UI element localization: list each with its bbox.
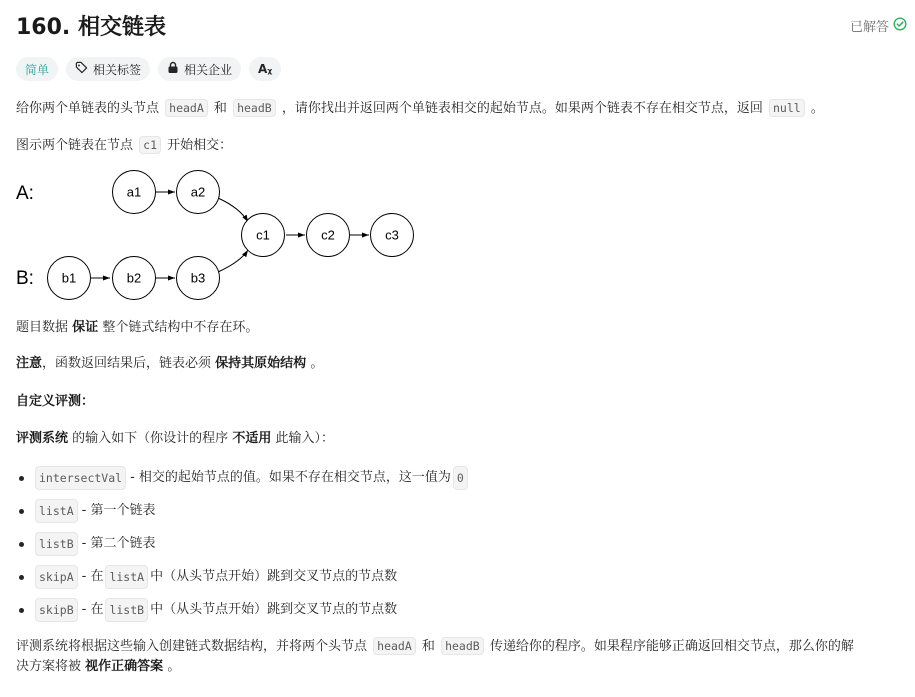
node-a2	[177, 171, 220, 214]
emphasis: 注意	[16, 356, 43, 371]
edge-b3-c1	[218, 250, 248, 272]
diagram-caption	[16, 135, 232, 156]
code-intersectVal: intersectVal	[35, 466, 126, 490]
text: 决方案将被	[16, 659, 82, 674]
node-label: c2	[321, 227, 335, 243]
lock-icon	[167, 61, 179, 77]
code-headB: headB	[441, 637, 484, 655]
heading: 自定义评测：	[16, 394, 95, 409]
text: 整个链式结构中不存在环。	[102, 320, 259, 335]
text: 和	[421, 639, 435, 654]
text: 传递给你的程序。如果程序能够正确返回相交节点，那么你的解	[489, 639, 854, 654]
text: 评测系统将根据这些输入创建链式数据结构，并将两个头节点	[16, 639, 368, 654]
bullet-icon	[19, 509, 24, 514]
list-item	[16, 598, 397, 622]
node-c1	[242, 214, 285, 257]
text: 中（从头节点开始）跳到交叉节点的节点数	[150, 569, 398, 584]
text: 图示两个链表在节点	[16, 138, 134, 153]
emphasis: 保持其原始结构	[215, 356, 307, 371]
tag-icon	[75, 61, 88, 77]
bullet-icon	[19, 575, 24, 580]
node-label: b1	[61, 270, 77, 286]
code-c1: c1	[139, 136, 161, 154]
node-c2	[307, 214, 350, 257]
text: 。	[810, 101, 824, 116]
code-skipA: skipA	[35, 565, 78, 589]
problem-title: 160. 相交链表	[16, 15, 166, 40]
emphasis: 评测系统	[16, 431, 69, 446]
node-b1	[48, 257, 91, 300]
list-item	[16, 466, 470, 490]
code-listA: listA	[105, 565, 148, 589]
bullet-icon	[19, 608, 24, 613]
linked-list-diagram	[0, 160, 440, 310]
text: 的输入如下（你设计的程序	[72, 431, 229, 446]
emphasis: 视作正确答案	[85, 659, 164, 674]
text: 开始相交：	[167, 138, 233, 153]
text: - 在	[81, 602, 104, 617]
check-circle-icon	[893, 17, 907, 35]
text: - 在	[81, 569, 104, 584]
code-listB: listB	[105, 598, 148, 622]
node-b2	[113, 257, 156, 300]
list-a-label: A:	[16, 183, 34, 204]
closing-paragraph-line2	[16, 657, 180, 677]
emphasis: 保证	[72, 320, 99, 335]
related-tags-button[interactable]	[66, 57, 150, 81]
text: 此输入）：	[275, 431, 334, 446]
text: ，请你找出并返回两个单链表相交的起始节点。如果两个链表不存在相交节点，返回	[281, 101, 763, 116]
node-label: b2	[126, 270, 142, 286]
text: - 相交的起始节点的值。如果不存在相交节点，这一值为	[130, 470, 451, 485]
text: - 第二个链表	[81, 536, 156, 551]
node-b3	[177, 257, 220, 300]
translate-icon: Aᵪ	[258, 62, 273, 76]
text: 。	[310, 356, 324, 371]
code-listB: listB	[35, 532, 78, 556]
attention-note	[16, 354, 323, 374]
code-listA: listA	[35, 499, 78, 523]
list-item	[16, 499, 155, 523]
text: 题目数据	[16, 320, 69, 335]
solved-status	[850, 16, 907, 35]
text: 给你两个单链表的头节点	[16, 101, 160, 116]
text: - 第一个链表	[81, 503, 156, 518]
description-paragraph	[16, 98, 824, 119]
tag-bar	[16, 57, 281, 81]
translate-button[interactable]	[249, 57, 281, 81]
text: 和	[213, 101, 227, 116]
code-null: null	[769, 99, 805, 117]
node-a1	[113, 171, 156, 214]
code-zero: 0	[453, 466, 468, 490]
node-label: a1	[126, 184, 142, 200]
related-companies-button[interactable]	[158, 57, 241, 81]
code-skipB: skipB	[35, 598, 78, 622]
node-label: b3	[190, 270, 206, 286]
text: 。	[167, 659, 181, 674]
list-item	[16, 565, 397, 589]
list-b-label: B:	[16, 268, 34, 289]
solved-label: 已解答	[849, 20, 889, 35]
bullet-icon	[19, 542, 24, 547]
judge-intro	[16, 429, 334, 449]
node-label: a2	[190, 184, 206, 200]
node-label: c3	[385, 227, 399, 243]
emphasis: 不适用	[232, 431, 272, 446]
code-headA: headA	[373, 637, 416, 655]
related-companies-label: 相关企业	[184, 62, 233, 77]
difficulty-badge[interactable]: 简单	[16, 57, 58, 81]
related-tags-label: 相关标签	[93, 62, 142, 77]
closing-paragraph	[16, 636, 854, 657]
guarantee-note	[16, 318, 258, 338]
node-label: c1	[256, 227, 270, 243]
code-headA: headA	[165, 99, 208, 117]
edge-a2-c1	[218, 198, 248, 222]
text: 中（从头节点开始）跳到交叉节点的节点数	[150, 602, 398, 617]
code-headB: headB	[233, 99, 276, 117]
list-item	[16, 532, 155, 556]
custom-judge-heading	[16, 392, 94, 412]
text: ，函数返回结果后，链表必须	[42, 356, 212, 371]
bullet-icon	[19, 476, 24, 481]
node-c3	[371, 214, 414, 257]
